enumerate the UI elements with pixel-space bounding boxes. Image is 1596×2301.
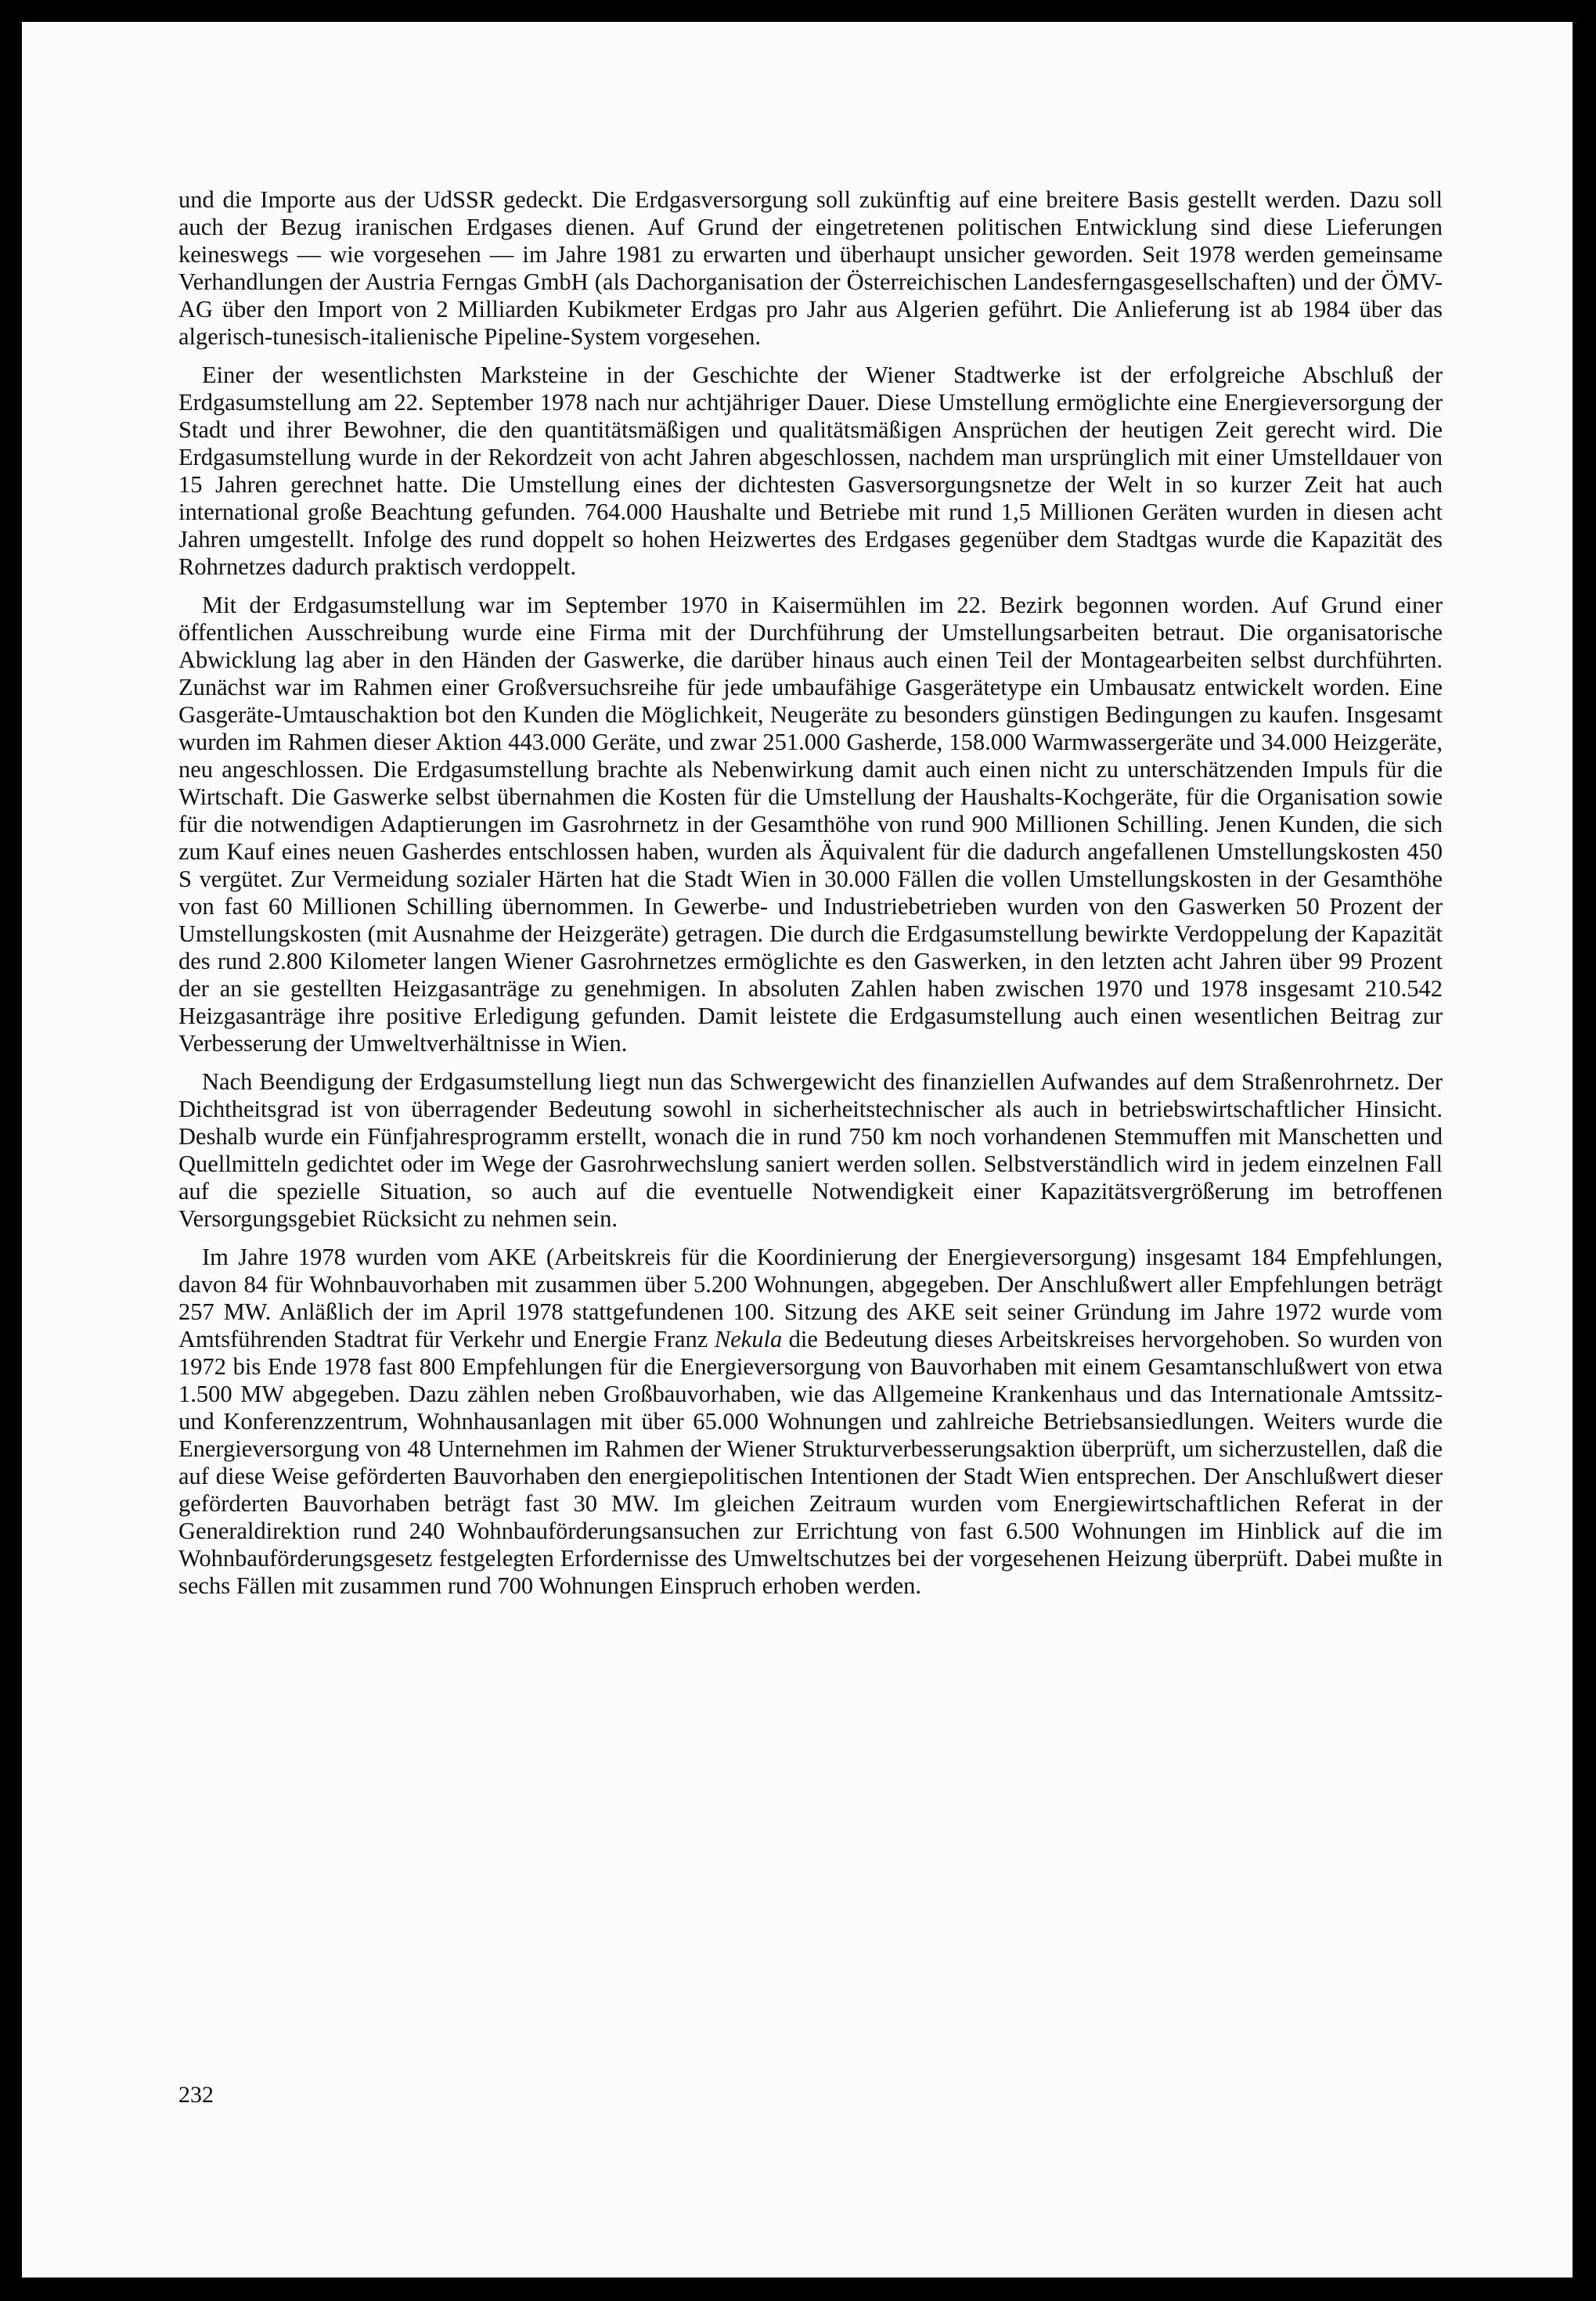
- paragraph-conversion-completion: Einer der wesentlichsten Marksteine in der Geschichte der Wiener Stadtwerke ist der erfolgreiche Abschluß der Erdgasumstellung am 22. September 1978 nach nur achtjähriger Dauer. Diese Umstellung ermöglichte eine Energieversorgung der Stadt und ihrer Bewohner, die den quantitätsmäßigen und qualitätsmäßigen Ansprüchen der heutigen Zeit gerecht wird. Die Erdgasumstellung wurde in der Rekordzeit von acht Jahren abgeschlossen, nachdem man ursprünglich mit einer Umstelldauer von 15 Jahren gerechnet hatte. Die Umstellung eines der dichtesten Gasversorgungsnetze der Welt in so kurzer Zeit hat auch international große Beachtung gefunden. 764.000 Haushalte und Betriebe mit rund 1,5 Millionen Geräten wurden in diesen acht Jahren umgestellt. Infolge des rund doppelt so hohen Heizwertes des Erdgases gegenüber dem Stadtgas wurde die Kapazität des Rohrnetzes dadurch praktisch verdoppelt.: [178, 362, 1443, 580]
- paragraph-pipe-network: Nach Beendigung der Erdgasumstellung liegt nun das Schwergewicht des finanziellen Aufwandes auf dem Straßenrohrnetz. Der Dichtheitsgrad ist von überragender Bedeutung sowohl in sicherheitstechnischer als auch in betriebswirtschaftlicher Hinsicht. Deshalb wurde ein Fünfjahresprogramm erstellt, wonach die in rund 750 km noch vorhandenen Stemmuffen mit Manschetten und Quellmitteln gedichtet oder im Wege der Gasrohrwechslung saniert werden sollen. Selbstverständlich wird in jedem einzelnen Fall auf die spezielle Situation, so auch auf die eventuelle Notwendigkeit einer Kapazitätsvergrößerung im betroffenen Versorgungsgebiet Rücksicht zu nehmen sein.: [178, 1068, 1443, 1232]
- body-text: [178, 186, 1443, 1611]
- ake-text-end: die Bedeutung dieses Arbeitskreises hervorgehoben. So wurden von 1972 bis Ende 1978 fast 800 Empfehlungen für die Energieversorgung von Bauvorhaben mit einem Gesamtanschlußwert von etwa 1.500 MW abgegeben. Dazu zählen neben Großbauvorhaben, wie das Allgemeine Krankenhaus und das Internationale Amtssitz- und Konferenzzentrum, Wohnhausanlagen mit über 65.000 Wohnungen und zahlreiche Betriebsansiedlungen. Weiters wurde die Energieversorgung von 48 Unternehmen im Rahmen der Wiener Strukturverbesserungsaktion überprüft, um sicherzustellen, daß die auf diese Weise geförderten Bauvorhaben den energiepolitischen Intentionen der Stadt Wien entsprechen. Der Anschlußwert dieser geförderten Bauvorhaben beträgt fast 30 MW. Im gleichen Zeitraum wurden vom Energiewirtschaftlichen Referat in der Generaldirektion rund 240 Wohnbauförderungsansuchen zur Errichtung von fast 6.500 Wohnungen im Hinblick auf die im Wohnbauförderungsgesetz festgelegten Erfordernisse des Umweltschutzes bei der vorgesehenen Heizung überprüft. Dabei mußte in sechs Fällen mit zusammen rund 700 Wohnungen Einspruch erhoben werden.: [178, 1326, 1443, 1599]
- ake-text-start: Im Jahre 1978 wurden vom AKE (Arbeitskreis für die Koordinierung der Energieversorgung) insgesamt 184 Empfehlungen, davon 84 für Wohnbauvorhaben mit zusammen über 5.200 Wohnungen, abgegeben. Der Anschlußwert aller Empfehlungen beträgt 257 MW. Anläßlich der im April 1978 stattgefundenen 100. Sitzung des AKE seit seiner Gründung im Jahre 1972 wurde vom Amtsführenden Stadtrat für Verkehr und Energie Franz: [178, 1244, 1443, 1352]
- document-page: [22, 22, 1573, 2278]
- page-number: 232: [178, 2082, 214, 2108]
- paragraph-gas-imports: und die Importe aus der UdSSR gedeckt. Die Erdgasversorgung soll zukünftig auf eine breitere Basis gestellt werden. Dazu soll auch der Bezug iranischen Erdgases dienen. Auf Grund der eingetretenen politischen Entwicklung sind diese Lieferungen keineswegs — wie vorgesehen — im Jahre 1981 zu erwarten und überhaupt unsicher geworden. Seit 1978 werden gemeinsame Verhandlungen der Austria Ferngas GmbH (als Dachorganisation der Österreichischen Landesferngasgesellschaften) und der ÖMV-AG über den Import von 2 Milliarden Kubikmeter Erdgas pro Jahr aus Algerien geführt. Die Anlieferung ist ab 1984 über das algerisch-tunesisch-italienische Pipeline-System vorgesehen.: [178, 186, 1443, 350]
- person-name: Nekula: [714, 1326, 783, 1352]
- paragraph-conversion-process: Mit der Erdgasumstellung war im September 1970 in Kaisermühlen im 22. Bezirk begonnen worden. Auf Grund einer öffentlichen Ausschreibung wurde eine Firma mit der Durchführung der Umstellungsarbeiten betraut. Die organisatorische Abwicklung lag aber in den Händen der Gaswerke, die darüber hinaus auch einen Teil der Montagearbeiten selbst durchführten. Zunächst war im Rahmen einer Großversuchsreihe für jede umbaufähige Gasgerätetype ein Umbausatz entwickelt worden. Eine Gasgeräte-Umtauschaktion bot den Kunden die Möglichkeit, Neugeräte zu besonders günstigen Bedingungen zu kaufen. Insgesamt wurden im Rahmen dieser Aktion 443.000 Geräte, und zwar 251.000 Gasherde, 158.000 Warmwassergeräte und 34.000 Heizgeräte, neu angeschlossen. Die Erdgasumstellung brachte als Nebenwirkung damit auch einen nicht zu unterschätzenden Impuls für die Wirtschaft. Die Gaswerke selbst übernahmen die Kosten für die Umstellung der Haushalts-Kochgeräte, für die Organisation sowie für die notwendigen Adaptierungen im Gasrohrnetz in der Gesamthöhe von rund 900 Millionen Schilling. Jenen Kunden, die sich zum Kauf eines neuen Gasherdes entschlossen haben, wurden als Äquivalent für die dadurch angefallenen Umstellungskosten 450 S vergütet. Zur Vermeidung sozialer Härten hat die Stadt Wien in 30.000 Fällen die vollen Umstellungskosten in der Gesamthöhe von fast 60 Millionen Schilling übernommen. In Gewerbe- und Industriebetrieben wurden von den Gaswerken 50 Prozent der Umstellungskosten (mit Ausnahme der Heizgeräte) getragen. Die durch die Erdgasumstellung bewirkte Verdoppelung der Kapazität des rund 2.800 Kilometer langen Wiener Gasrohrnetzes ermöglichte es den Gaswerken, in den letzten acht Jahren über 99 Prozent der an sie gestellten Heizgasanträge zu genehmigen. In absoluten Zahlen haben zwischen 1970 und 1978 insgesamt 210.542 Heizgasanträge ihre positive Erledigung gefunden. Damit leistete die Erdgasumstellung auch einen wesentlichen Beitrag zur Verbesserung der Umweltverhältnisse in Wien.: [178, 592, 1443, 1057]
- paragraph-ake-recommendations: [178, 1244, 1443, 1600]
